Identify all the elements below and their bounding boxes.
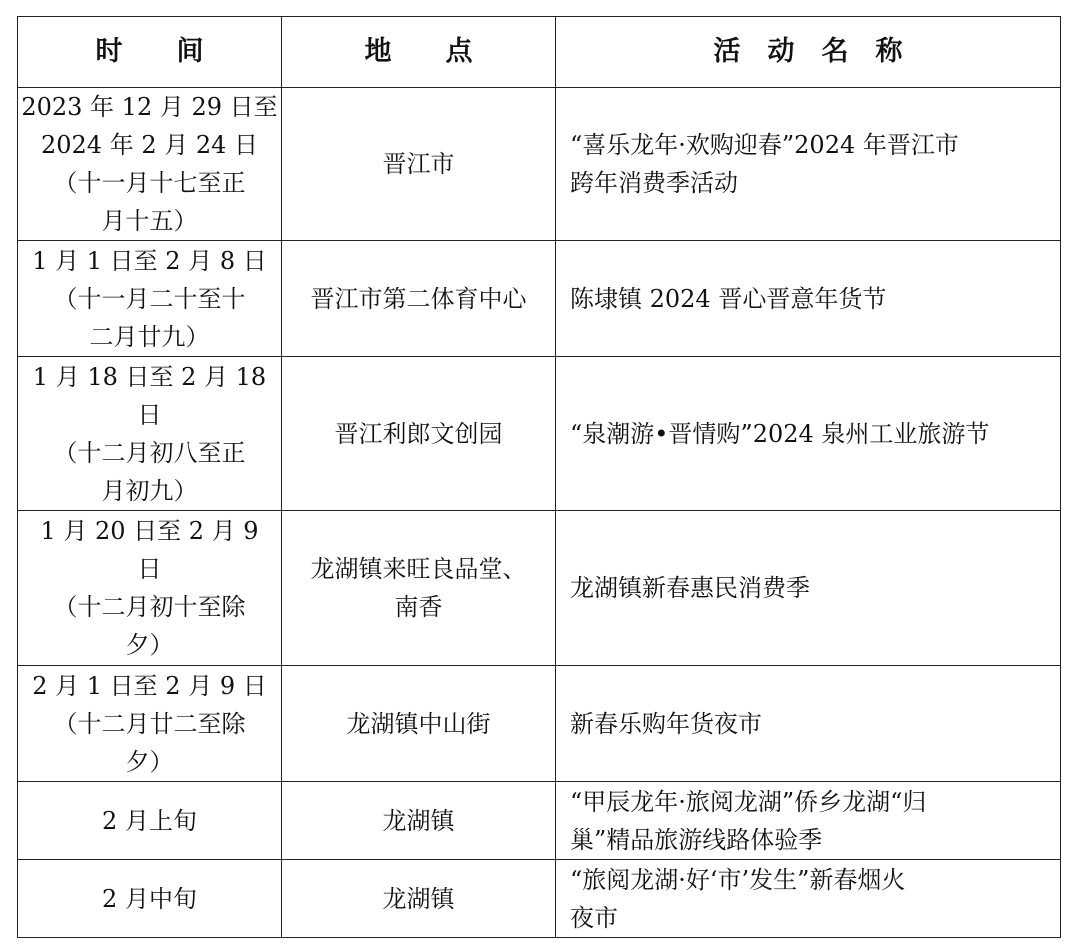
table-row [18, 860, 1061, 938]
table-header-row [18, 17, 1061, 88]
cell-place: 龙湖镇来旺良品堂、 南香 [282, 511, 556, 666]
cell-place: 龙湖镇 [282, 860, 556, 938]
table-row [18, 782, 1061, 860]
table-row [18, 241, 1061, 357]
table-row [18, 666, 1061, 782]
cell-place: 晋江市 [282, 88, 556, 241]
cell-place: 龙湖镇 [282, 782, 556, 860]
cell-activity-name: “泉潮游•晋情购”2024 泉州工业旅游节 [556, 357, 1061, 511]
cell-time: 2023 年 12 月 29 日至 2024 年 2 月 24 日 （十一月十七至正 月十五） [18, 88, 282, 241]
cell-activity-name: 新春乐购年货夜市 [556, 666, 1061, 782]
header-time: 时 间 [18, 17, 282, 88]
cell-activity-name: “旅阅龙湖·好‘市’发生”新春烟火 夜市 [556, 860, 1061, 938]
table-row [18, 511, 1061, 666]
header-place: 地 点 [282, 17, 556, 88]
events-table-wrapper [17, 16, 1061, 938]
cell-time: 2 月 1 日至 2 月 9 日 （十二月廿二至除 夕） [18, 666, 282, 782]
table-row [18, 88, 1061, 241]
cell-activity-name: “喜乐龙年·欢购迎春”2024 年晋江市 跨年消费季活动 [556, 88, 1061, 241]
cell-time: 2 月上旬 [18, 782, 282, 860]
header-activity-name: 活 动 名 称 [556, 17, 1061, 88]
cell-time: 1 月 1 日至 2 月 8 日 （十一月二十至十 二月廿九） [18, 241, 282, 357]
cell-place: 龙湖镇中山街 [282, 666, 556, 782]
cell-time: 2 月中旬 [18, 860, 282, 938]
cell-place: 晋江利郎文创园 [282, 357, 556, 511]
cell-time: 1 月 20 日至 2 月 9 日 （十二月初十至除 夕） [18, 511, 282, 666]
events-table [17, 16, 1061, 938]
cell-activity-name: 陈埭镇 2024 晋心晋意年货节 [556, 241, 1061, 357]
cell-place: 晋江市第二体育中心 [282, 241, 556, 357]
table-row [18, 357, 1061, 511]
cell-activity-name: 龙湖镇新春惠民消费季 [556, 511, 1061, 666]
cell-time: 1 月 18 日至 2 月 18 日 （十二月初八至正 月初九） [18, 357, 282, 511]
cell-activity-name: “甲辰龙年·旅阅龙湖”侨乡龙湖“归 巢”精品旅游线路体验季 [556, 782, 1061, 860]
